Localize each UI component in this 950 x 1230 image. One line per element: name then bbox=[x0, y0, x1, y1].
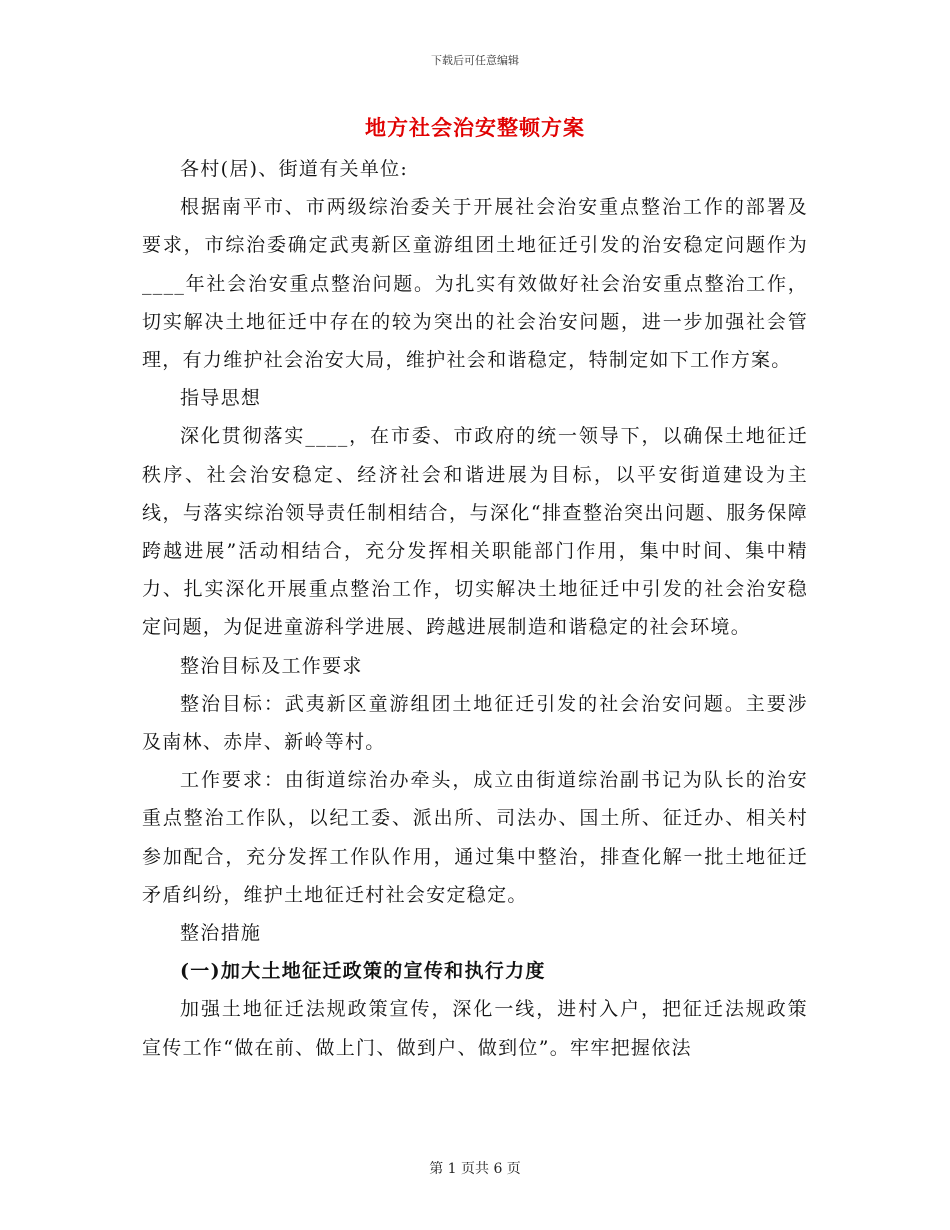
section-heading-guiding-ideology: 指导思想 bbox=[180, 387, 262, 410]
goals-paragraph: 整治目标：武夷新区童游组团土地征迁引发的社会治安问题。主要涉及南林、赤岸、新岭等村。 bbox=[142, 692, 808, 754]
document-body bbox=[142, 150, 808, 1067]
requirements-paragraph: 工作要求：由街道综治办牵头，成立由街道综治副书记为队长的治安重点整治工作队，以纪工委、派出所、司法办、国土所、征迁办、相关村参加配合，充分发挥工作队作用，通过集中整治，排查化解一批土地征迁矛盾纠纷，维护土地征迁村社会安定稳定。 bbox=[142, 769, 808, 906]
intro-paragraph: 根据南平市、市两级综治委关于开展社会治安重点整治工作的部署及要求，市综治委确定武夷新区童游组团土地征迁引发的治安稳定问题作为____年社会治安重点整治问题。为扎实有效做好社会治安重点整治工作，切实解决土地征迁中存在的较为突出的社会治安问题，进一步加强社会管理，有力维护社会治安大局，维护社会和谐稳定，特制定如下工作方案。 bbox=[142, 196, 808, 372]
document-title: 地方社会治安整顿方案 bbox=[365, 115, 585, 140]
section-heading-goals: 整治目标及工作要求 bbox=[180, 654, 363, 677]
section-heading-measures: 整治措施 bbox=[180, 922, 262, 945]
subheading-measure-1: (一)加大土地征迁政策的宣传和执行力度 bbox=[180, 960, 546, 983]
guiding-ideology-paragraph: 深化贯彻落实____，在市委、市政府的统一领导下，以确保土地征迁秩序、社会治安稳定、经济社会和谐进展为目标，以平安街道建设为主线，与落实综治领导责任制相结合，与深化“排查整治突出问题、服务保障跨越进展”活动相结合，充分发挥相关职能部门作用，集中时间、集中精力、扎实深化开展重点整治工作，切实解决土地征迁中引发的社会治安稳定问题，为促进童游科学进展、跨越进展制造和谐稳定的社会环境。 bbox=[142, 425, 808, 639]
measure-1-paragraph: 加强土地征迁法规政策宣传，深化一线，进村入户，把征迁法规政策宣传工作“做在前、做上门、做到户、做到位”。牢牢把握依法 bbox=[142, 998, 808, 1059]
page-footer: 第 1 页共 6 页 bbox=[429, 1161, 521, 1177]
page-header: 下载后可任意编辑 bbox=[431, 54, 519, 67]
salutation: 各村(居)、街道有关单位: bbox=[180, 158, 409, 180]
